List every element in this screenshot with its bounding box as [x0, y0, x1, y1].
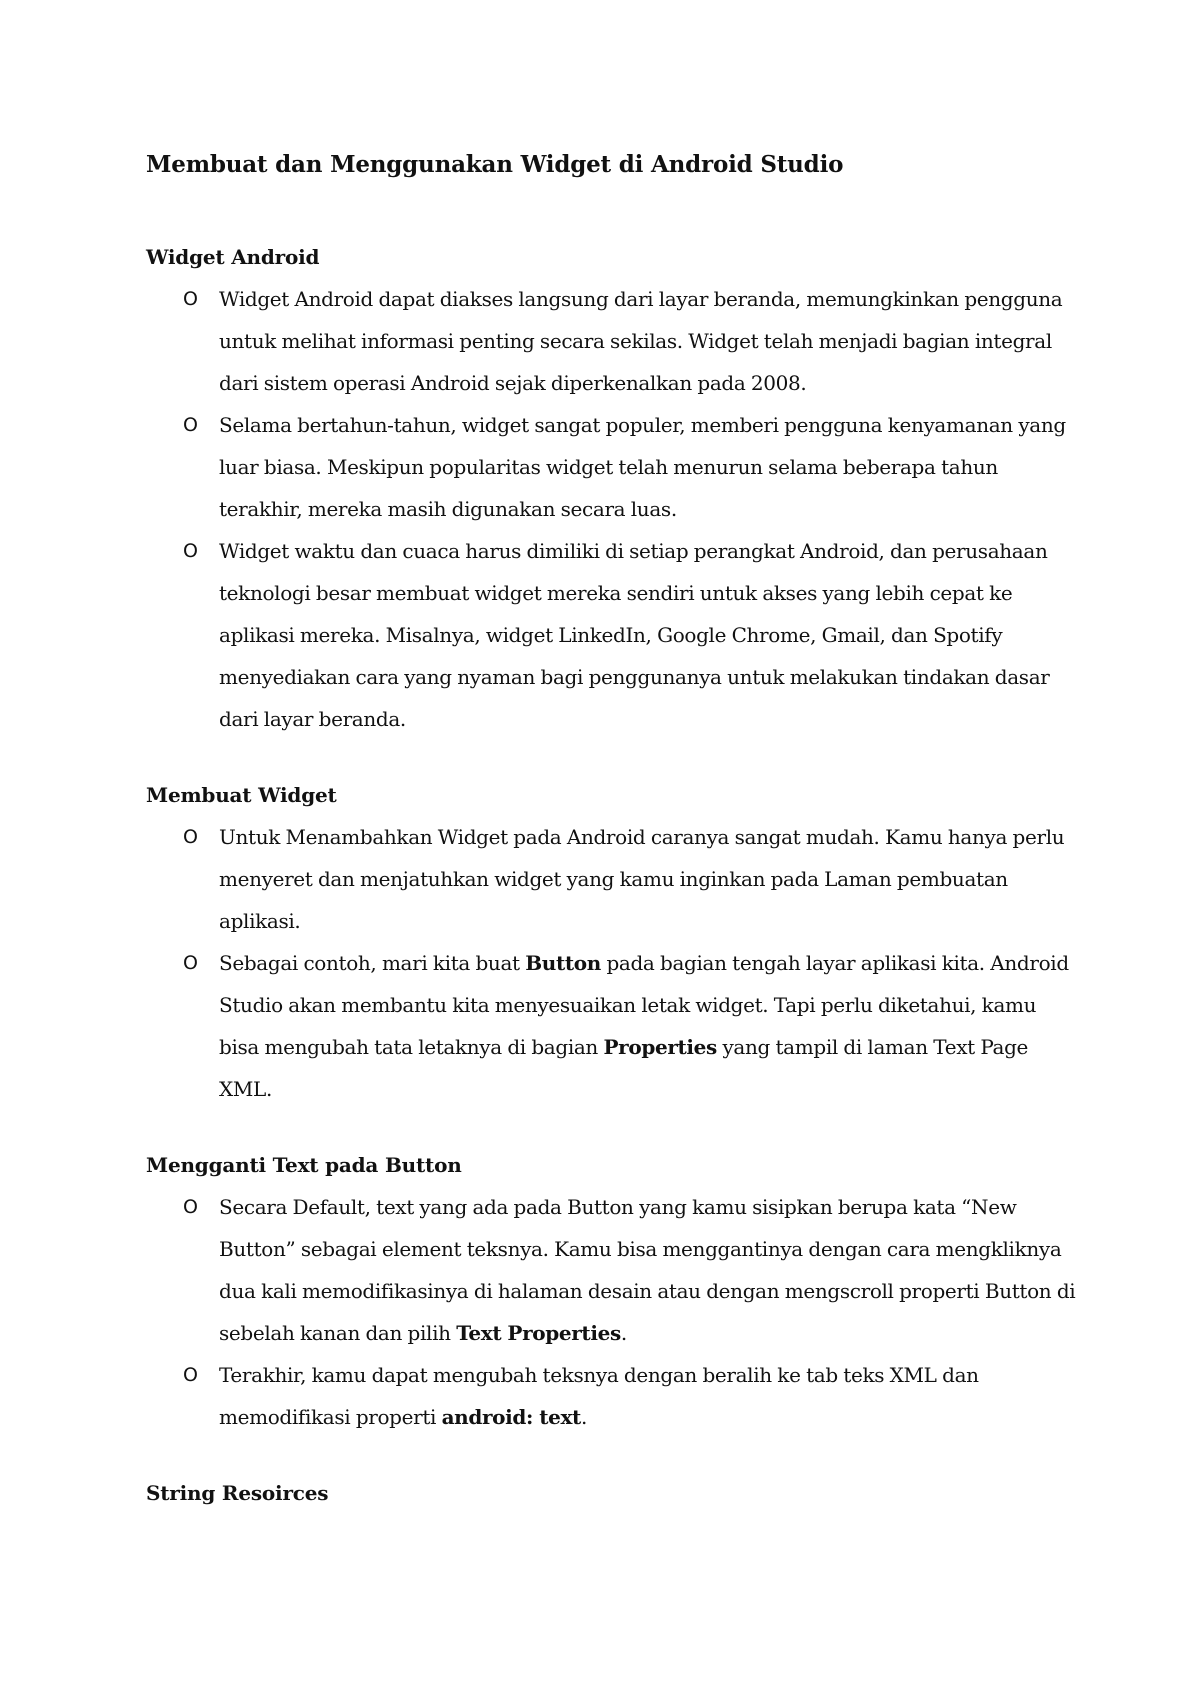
bullet-icon: O — [183, 540, 198, 562]
list-item-text: Untuk Menambahkan Widget pada Android caranya sangat mudah. Kamu hanya perlu menyeret dan menjatuhkan widget yang kamu inginkan pada Laman pembuatan aplikasi. — [219, 825, 1065, 933]
section-heading: Membuat Widget — [146, 783, 337, 807]
list-item — [146, 1354, 1076, 1438]
bold-term-properties: Properties — [603, 1035, 717, 1059]
section-widget-android — [146, 236, 1076, 740]
bold-term-android-text: android: text — [441, 1405, 581, 1429]
list-item-text-part: . — [620, 1321, 627, 1345]
bullet-list — [146, 1186, 1076, 1438]
list-item — [146, 816, 1076, 942]
list-item-text: Widget waktu dan cuaca harus dimiliki di setiap perangkat Android, dan perusahaan teknologi besar membuat widget mereka sendiri untuk akses yang lebih cepat ke aplikasi mereka. Misalnya, widget LinkedIn, Google Chrome, Gmail, dan Spotify menyediakan cara yang nyaman bagi penggunanya untuk melakukan tindakan dasar dari layar beranda. — [219, 539, 1050, 731]
section-mengganti-text — [146, 1144, 1076, 1438]
bullet-icon: O — [183, 826, 198, 848]
list-item-text-part: yang tampil di laman Text Page XML. — [219, 1035, 1029, 1101]
bold-term-text-properties: Text Properties — [456, 1321, 621, 1345]
section-heading: Mengganti Text pada Button — [146, 1153, 462, 1177]
list-item — [146, 1186, 1076, 1354]
section-heading: String Resoirces — [146, 1481, 329, 1505]
bullet-icon: O — [183, 288, 198, 310]
list-item-text: Widget Android dapat diakses langsung dari layar beranda, memungkinkan pengguna untuk melihat informasi penting secara sekilas. Widget telah menjadi bagian integral dari sistem operasi Android sejak diperkenalkan pada 2008. — [219, 287, 1063, 395]
bold-term-button: Button — [525, 951, 601, 975]
document-title: Membuat dan Menggunakan Widget di Android Studio — [146, 151, 844, 178]
bullet-icon: O — [183, 1364, 198, 1386]
bullet-icon: O — [183, 414, 198, 436]
section-membuat-widget — [146, 774, 1076, 1110]
list-item — [146, 942, 1076, 1110]
section-heading: Widget Android — [146, 245, 320, 269]
list-item-text: Selama bertahun-tahun, widget sangat populer, memberi pengguna kenyamanan yang luar biasa. Meskipun popularitas widget telah menurun selama beberapa tahun terakhir, mereka masih digunakan secara luas. — [219, 413, 1066, 521]
list-item — [146, 530, 1076, 740]
list-item-text-part: Secara Default, text yang ada pada Button yang kamu sisipkan berupa kata “New Button” sebagai element teksnya. Kamu bisa menggantinya dengan cara mengkliknya dua kali memodifikasinya di halaman desain atau dengan mengscroll properti Button di sebelah kanan dan pilih — [219, 1195, 1076, 1345]
list-item-text-part: Sebagai contoh, mari kita buat — [219, 951, 526, 975]
section-string-resources — [146, 1472, 1076, 1514]
bullet-icon: O — [183, 1196, 198, 1218]
list-item — [146, 404, 1076, 530]
list-item-text-part: Terakhir, kamu dapat mengubah teksnya dengan beralih ke tab teks XML dan memodifikasi properti — [219, 1363, 979, 1429]
list-item — [146, 278, 1076, 404]
document-content — [146, 144, 1076, 1548]
list-item-text-part: pada bagian tengah layar aplikasi kita. Android Studio akan membantu kita menyesuaikan letak widget. Tapi perlu diketahui, kamu bisa mengubah tata letaknya di bagian — [219, 951, 1069, 1059]
list-item-text-part: . — [580, 1405, 587, 1429]
bullet-icon: O — [183, 952, 198, 974]
bullet-list — [146, 278, 1076, 740]
bullet-list — [146, 816, 1076, 1110]
